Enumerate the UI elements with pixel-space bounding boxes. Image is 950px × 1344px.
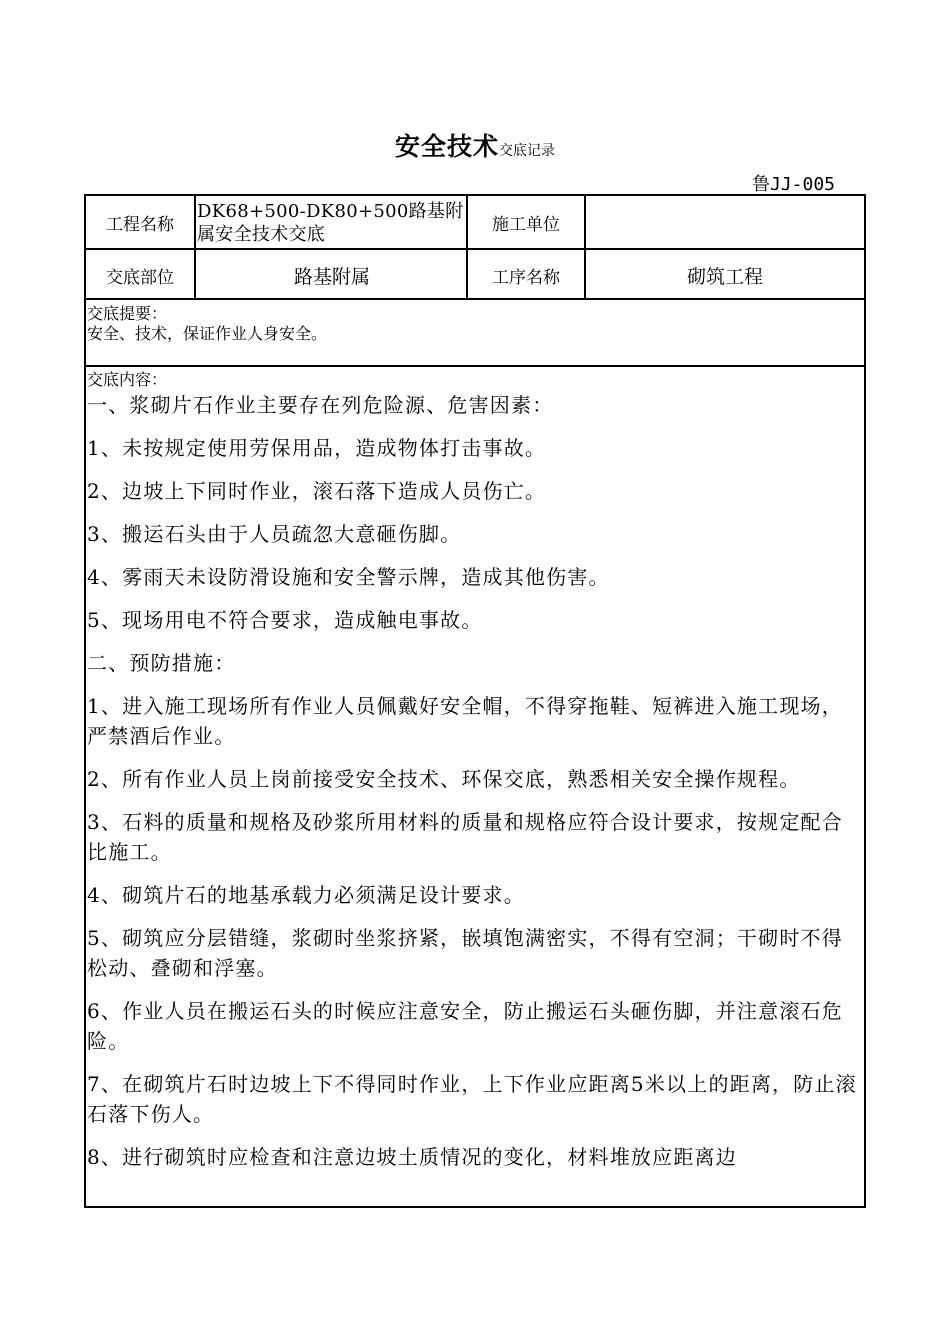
summary-label: 交底提要：: [87, 304, 168, 323]
content-paragraph: 二、预防措施：: [87, 651, 236, 675]
content-paragraph: 3、搬运石头由于人员疏忽大意砸伤脚。: [87, 522, 462, 546]
content-paragraph: 4、雾雨天未设防滑设施和安全警示牌，造成其他伤害。: [87, 565, 610, 589]
project-name-value: DK68+500-DK80+500路基附属安全技术交底: [197, 201, 464, 245]
title-sub: 交底记录: [499, 143, 555, 159]
content-paragraph: 7、在砌筑片石时边坡上下不得同时作业，上下作业应距离5米以上的距离，防止滚石落下伤人。: [87, 1072, 857, 1126]
summary-text: 安全、技术，保证作业人身安全。: [87, 324, 328, 343]
content-paragraph: 一、浆砌片石作业主要存在列危险源、危害因素：: [87, 393, 554, 417]
process-name-value: 砌筑工程: [686, 265, 763, 288]
divider: [86, 248, 864, 250]
disclosure-table: [84, 194, 866, 1208]
summary-section: [87, 304, 863, 344]
content-section: [86, 366, 864, 1185]
content-paragraph: 5、现场用电不符合要求，造成触电事故。: [87, 608, 483, 632]
content-paragraph: 2、边坡上下同时作业，滚石落下造成人员伤亡。: [87, 479, 547, 503]
process-name-label: 工序名称: [492, 267, 560, 288]
construction-unit-value: [586, 196, 864, 248]
content-paragraph: 8、进行砌筑时应检查和注意边坡土质情况的变化，材料堆放应距离边: [87, 1145, 737, 1169]
disclosure-part-label: 交底部位: [106, 267, 174, 288]
content-paragraph: 5、砌筑应分层错缝，浆砌时坐浆挤紧，嵌填饱满密实，不得有空洞；干砌时不得松动、叠砌和浮塞。: [87, 926, 843, 980]
document-code: 鲁JJ-005: [751, 174, 835, 195]
content-paragraph: 1、进入施工现场所有作业人员佩戴好安全帽，不得穿拖鞋、短裤进入施工现场，严禁酒后作业。: [87, 694, 843, 748]
disclosure-part-value: 路基附属: [293, 265, 370, 288]
content-paragraph: 2、所有作业人员上岗前接受安全技术、环保交底，熟悉相关安全操作规程。: [87, 767, 801, 791]
project-name-label: 工程名称: [106, 214, 174, 235]
divider: [86, 298, 864, 300]
content-label: 交底内容：: [87, 370, 168, 389]
content-paragraph: 3、石料的质量和规格及砂浆所用材料的质量和规格应符合设计要求，按规定配合比施工。: [87, 810, 843, 864]
title-main: 安全技术: [394, 132, 499, 161]
construction-unit-label: 施工单位: [492, 214, 560, 235]
content-paragraph: 6、作业人员在搬运石头的时候应注意安全，防止搬运石头砸伤脚，并注意滚石危险。: [87, 999, 843, 1053]
content-paragraph: 4、砌筑片石的地基承载力必须满足设计要求。: [87, 883, 525, 907]
document-title: [0, 127, 950, 163]
content-paragraph: 1、未按规定使用劳保用品，造成物体打击事故。: [87, 436, 547, 460]
